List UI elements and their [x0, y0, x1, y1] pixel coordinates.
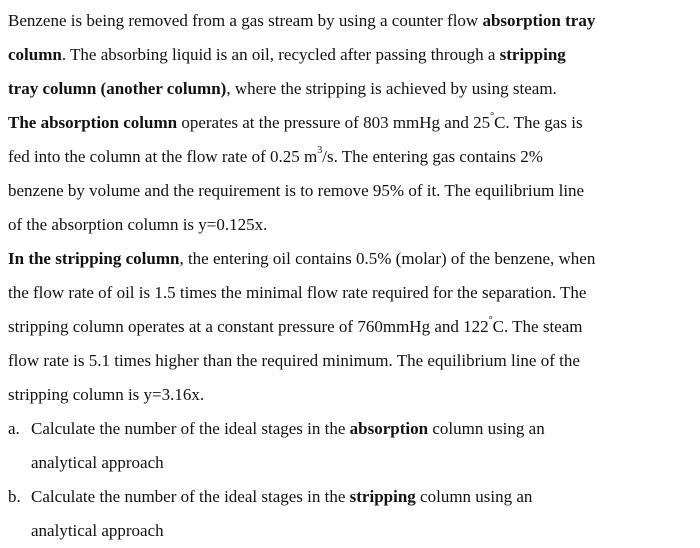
intro-line-2 [8, 38, 692, 72]
absorption-line-1 [8, 106, 692, 140]
absorption-line-2 [8, 140, 692, 174]
question-a-line-1 [8, 412, 692, 446]
stripping-heading: In the stripping column [8, 249, 180, 268]
stripping-line-4 [8, 344, 692, 378]
absorption-heading: The absorption column [8, 113, 178, 132]
stripping-text: the flow rate of oil is 1.5 times the minimal flow rate required for the separation. The [8, 283, 587, 302]
absorption-text: fed into the column at the flow rate of 0.25 m [8, 147, 318, 166]
question-text: analytical approach [31, 521, 164, 540]
stripping-text: stripping column is y=3.16x. [8, 385, 205, 404]
intro-text: . The absorbing liquid is an oil, recycled after passing through a [61, 45, 500, 64]
stripping-text: flow rate is 5.1 times higher than the required minimum. The equilibrium line of the [8, 351, 580, 370]
question-text: column using an [428, 419, 545, 438]
absorption-line-3 [8, 174, 692, 208]
list-marker: a. [8, 419, 20, 438]
absorption-text: /s. The entering gas contains 2% [322, 147, 543, 166]
question-a-line-2 [8, 446, 692, 480]
absorption-line-4 [8, 208, 692, 242]
absorption-text: benzene by volume and the requirement is to remove 95% of it. The equilibrium line [8, 181, 585, 200]
stripping-emphasis: stripping [349, 487, 416, 506]
question-b-line-2 [8, 514, 692, 548]
absorption-text: operates at the pressure of 803 mmHg and 25 [177, 113, 491, 132]
intro-text: Benzene is being removed from a gas stream by using a counter flow [8, 11, 483, 30]
intro-line-1 [8, 4, 692, 38]
question-text: analytical approach [31, 453, 164, 472]
question-b-line-1 [8, 480, 692, 514]
stripping-text: stripping column operates at a constant pressure of 760mmHg and 122 [8, 317, 489, 336]
intro-line-3 [8, 72, 692, 106]
question-text: Calculate the number of the ideal stages in the [31, 487, 350, 506]
absorption-text: C. The gas is [494, 113, 583, 132]
list-marker: b. [8, 487, 21, 506]
column-term: column [8, 45, 62, 64]
stripping-term: stripping [499, 45, 566, 64]
absorption-emphasis: absorption [349, 419, 429, 438]
tray-column-term: tray column (another column) [8, 79, 227, 98]
degree-symbol: ° [488, 315, 493, 327]
absorption-tray-term: absorption tray [482, 11, 596, 30]
stripping-line-2 [8, 276, 692, 310]
stripping-line-1 [8, 242, 692, 276]
absorption-text: of the absorption column is y=0.125x. [8, 215, 268, 234]
intro-text: , where the stripping is achieved by using steam. [226, 79, 557, 98]
question-text: column using an [415, 487, 533, 506]
stripping-line-5 [8, 378, 692, 412]
question-text: Calculate the number of the ideal stages in the [31, 419, 350, 438]
degree-symbol: ° [490, 111, 495, 123]
cubic-superscript: 3 [317, 145, 323, 157]
stripping-text: , the entering oil contains 0.5% (molar) of the benzene, when [179, 249, 596, 268]
stripping-line-3 [8, 310, 692, 344]
stripping-text: C. The steam [492, 317, 583, 336]
